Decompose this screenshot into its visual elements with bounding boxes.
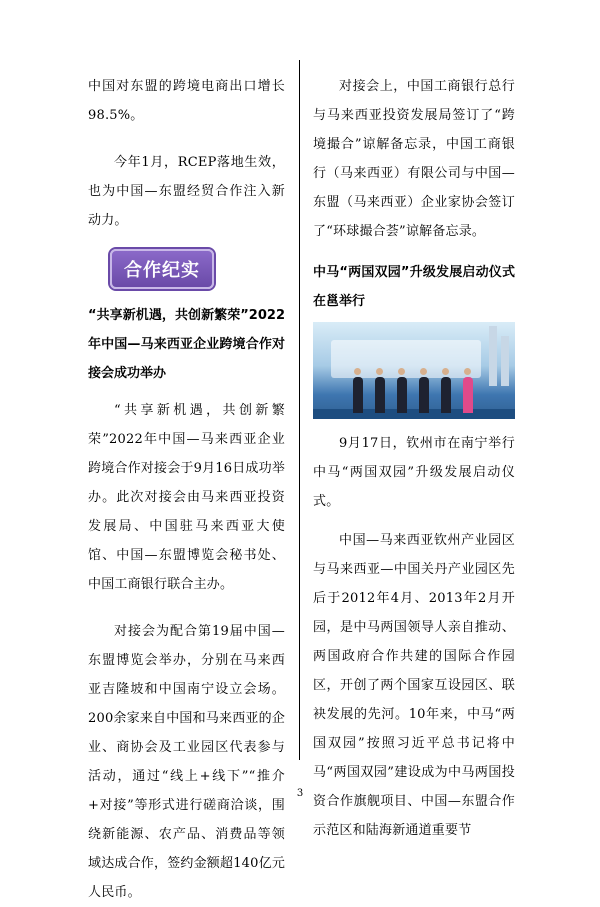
column-divider: [299, 60, 300, 760]
left-paragraph-2: 今年1月，RCEP落地生效，也为中国—东盟经贸合作注入新动力。: [88, 155, 285, 228]
ceremony-photo: [313, 322, 515, 419]
article-heading-2: 中马“两国双园”升级发展启动仪式在邕举行: [313, 265, 515, 309]
right-paragraph-1: 对接会上，中国工商银行总行与马来西亚投资发展局签订了“跨境撮合”谅解备忘录，中国工商银行（马来西亚）有限公司与中国—东盟（马来西亚）企业家协会签订了“环球撮合荟”谅解备忘录。: [313, 79, 515, 239]
section-badge: 合作纪实: [110, 249, 214, 289]
page-number: 3: [296, 788, 304, 799]
article-heading-1: “共享新机遇，共创新繁荣”2022年中国—马来西亚企业跨境合作对接会成功举办: [88, 308, 285, 381]
left-paragraph-3: “共享新机遇，共创新繁荣”2022年中国—马来西亚企业跨境合作对接会于9月16日成功举办。此次对接会由马来西亚投资发展局、中国驻马来西亚大使馆、中国—东盟博览会秘书处、中国工商银行联合主办。: [88, 403, 286, 592]
left-column: [88, 72, 285, 907]
right-column: [313, 72, 515, 845]
left-paragraph-4: 对接会为配合第19届中国—东盟博览会举办，分别在马来西亚吉隆坡和中国南宁设立会场。200余家来自中国和马来西亚的企业、商协会及工业园区代表参与活动，通过“线上+线下”“推介+对接”等形式进行磋商洽谈，围绕新能源、农产品、消费品等领域达成合作，签约金额超140亿元人民币。: [88, 624, 286, 900]
right-paragraph-3: 中国—马来西亚钦州产业园区与马来西亚—中国关丹产业园区先后于2012年4月、2013年2月开园，是中马两国领导人亲自推动、两国政府合作共建的国际合作园区，开创了两个国家互设园区、联袂发展的先河。10年来，中马“两国双园”按照习近平总书记将中马“两国双园”建设成为中马两国投资合作旗舰项目、中国—东盟合作示范区和陆海新通道重要节: [313, 533, 515, 838]
right-paragraph-2: 9月17日，钦州市在南宁举行中马“两国双园”升级发展启动仪式。: [313, 436, 515, 509]
left-paragraph-1: 中国对东盟的跨境电商出口增长98.5%。: [88, 79, 285, 123]
